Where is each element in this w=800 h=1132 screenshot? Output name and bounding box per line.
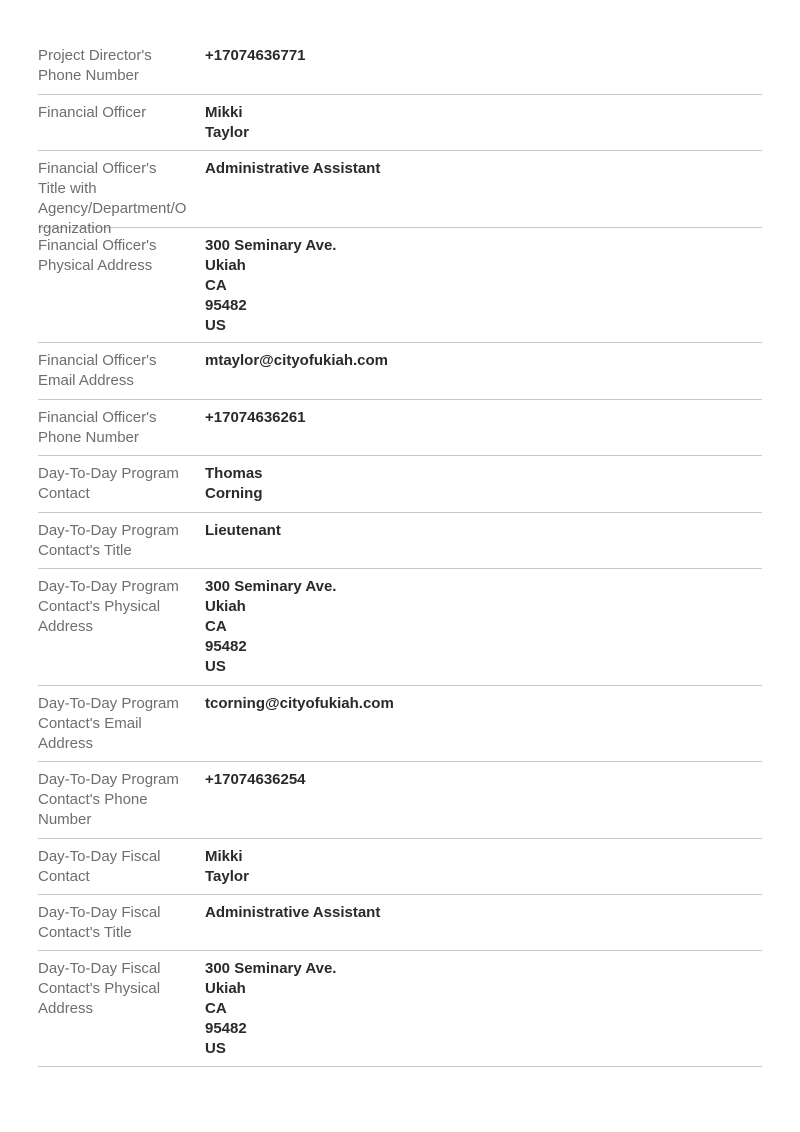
value-line: US [205,658,226,675]
value-line: Ukiah [205,980,246,997]
field-value [205,159,380,179]
value-line: Taylor [205,124,249,141]
value-line: Mikki [205,104,243,121]
table-row [38,343,762,400]
field-label: Day-To-Day Program Contact's Physical Address [38,578,179,635]
value-line: 300 Seminary Ave. [205,960,337,977]
value-line: CA [205,618,227,635]
table-row [38,839,762,895]
field-label: Financial Officer's Email Address [38,352,157,389]
value-line: mtaylor@cityofukiah.com [205,352,389,369]
value-line: Ukiah [205,257,246,274]
table-row [38,895,762,951]
field-label: Day-To-Day Program Contact [38,465,179,502]
value-line: Thomas [205,465,263,482]
field-label: Day-To-Day Fiscal Contact [38,848,161,885]
table-row [38,95,762,151]
field-label: Day-To-Day Fiscal Contact's Physical Address [38,960,161,1017]
value-line: 95482 [205,1020,247,1037]
value-line: Administrative Assistant [205,904,381,921]
value-line: 300 Seminary Ave. [205,237,337,254]
table-row [38,400,762,456]
value-line: US [205,317,226,334]
field-value [205,770,306,790]
value-line: tcorning@cityofukiah.com [205,695,394,712]
field-label: Financial Officer's Physical Address [38,237,157,274]
field-label: Financial Officer's Title with Agency/Department/Organization [38,160,187,237]
field-label: Day-To-Day Program Contact's Title [38,522,179,559]
field-value [205,694,394,714]
table-row [38,456,762,513]
table-row [38,569,762,686]
value-line: Corning [205,485,263,502]
field-label: Financial Officer's Phone Number [38,409,157,446]
value-line: +17074636771 [205,47,306,64]
value-line: Ukiah [205,598,246,615]
value-line: Taylor [205,868,249,885]
field-value [205,46,306,66]
field-label: Financial Officer [38,104,147,121]
contact-info-table [38,38,762,1067]
table-row [38,151,762,237]
table-row [38,951,762,1067]
table-row [38,228,762,343]
value-line: Administrative Assistant [205,160,381,177]
value-line: +17074636254 [205,771,306,788]
table-row [38,762,762,839]
field-value [205,577,336,677]
table-row [38,38,762,95]
value-line: CA [205,1000,227,1017]
value-line: Mikki [205,848,243,865]
field-value [205,847,249,887]
field-value [205,521,281,541]
field-label: Day-To-Day Program Contact's Email Address [38,695,179,752]
value-line: US [205,1040,226,1057]
field-label: Day-To-Day Program Contact's Phone Number [38,771,179,828]
value-line: Lieutenant [205,522,281,539]
field-value [205,103,249,143]
value-line: 95482 [205,638,247,655]
value-line: +17074636261 [205,409,306,426]
field-value [205,236,336,336]
value-line: 95482 [205,297,247,314]
value-line: CA [205,277,227,294]
table-row [38,513,762,569]
field-value [205,351,388,371]
field-value [205,408,306,428]
field-value [205,903,380,923]
field-value [205,464,263,504]
field-label: Day-To-Day Fiscal Contact's Title [38,904,161,941]
table-row [38,686,762,762]
field-label: Project Director's Phone Number [38,47,152,84]
value-line: 300 Seminary Ave. [205,578,337,595]
field-value [205,959,336,1059]
